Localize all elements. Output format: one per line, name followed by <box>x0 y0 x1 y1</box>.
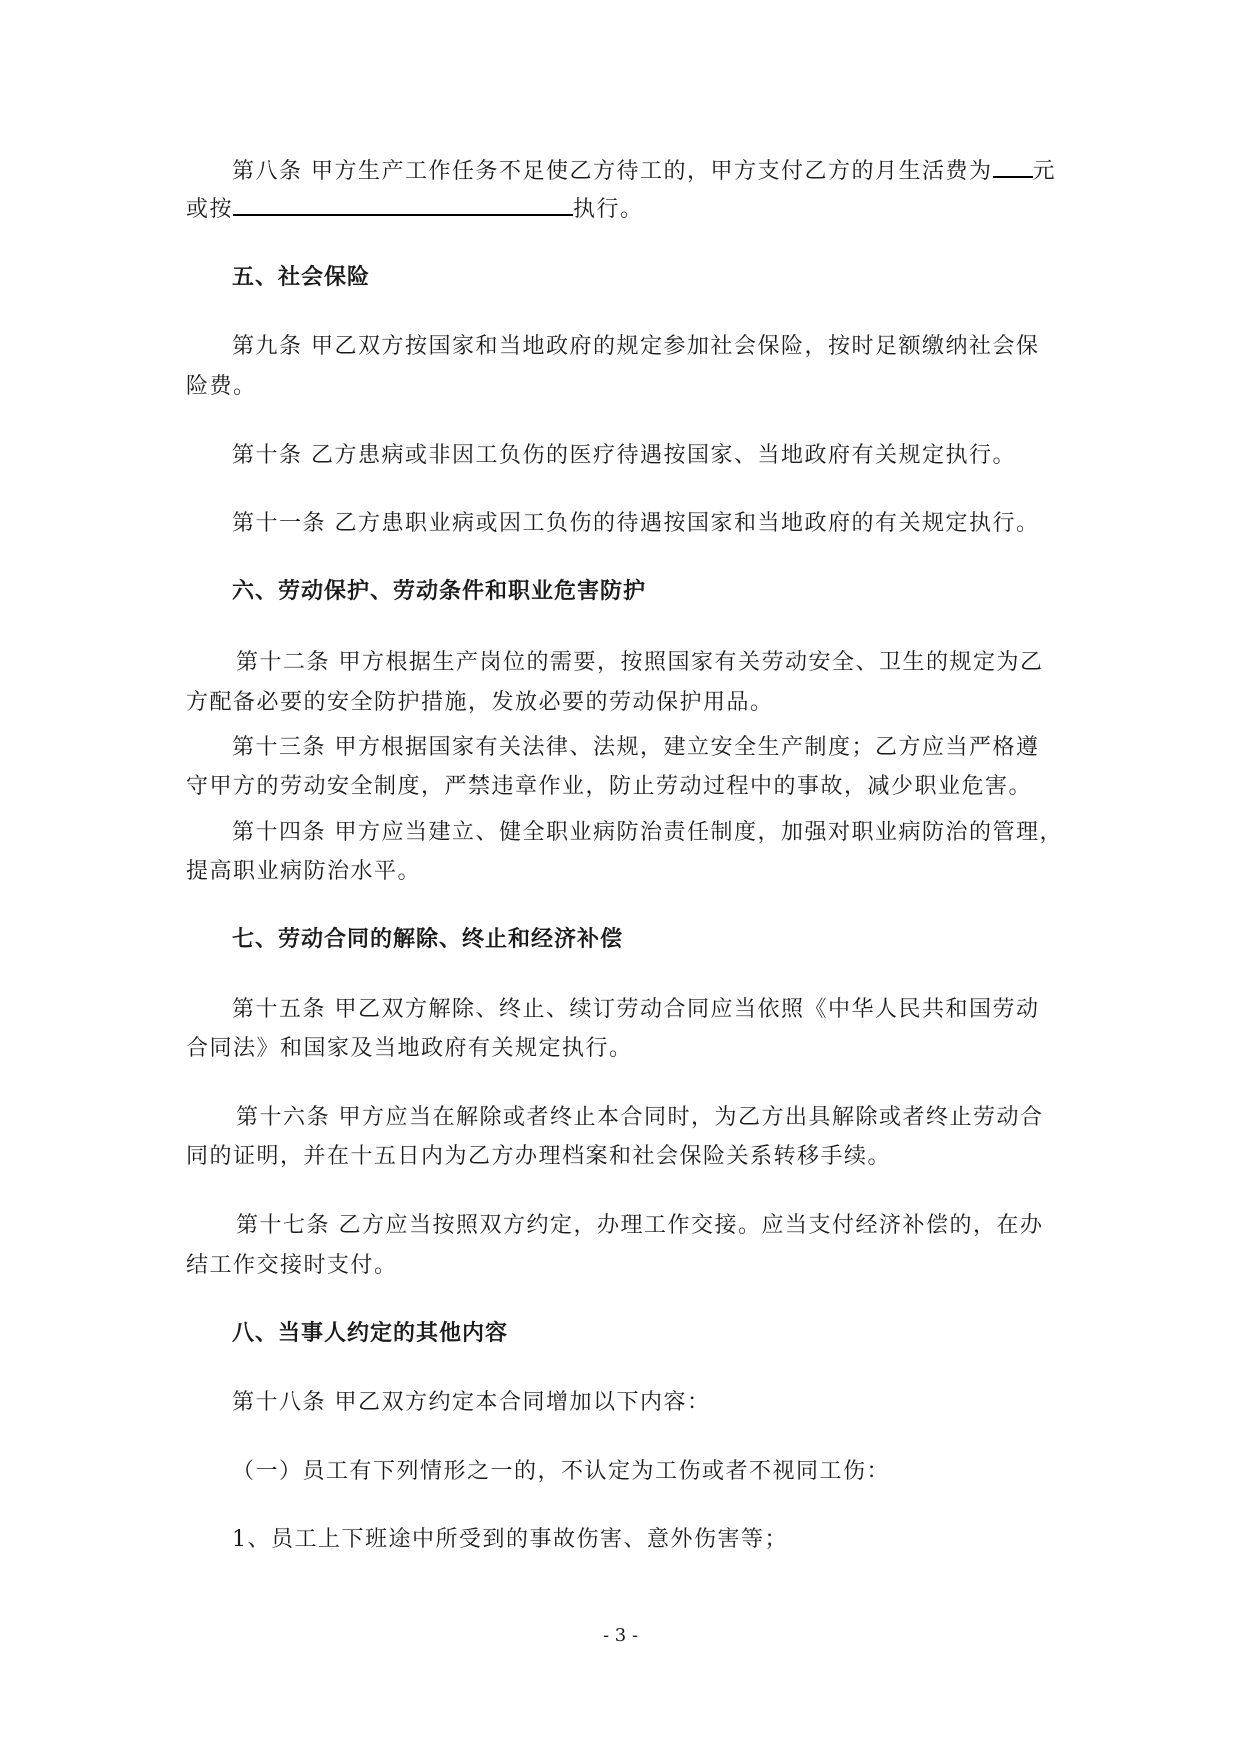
amount-blank <box>993 156 1033 178</box>
article-9-line-1: 第九条 甲乙双方按国家和当地政府的规定参加社会保险，按时足额缴纳社会保 <box>232 334 1040 359</box>
article-12-line-1: 第十二条 甲方根据生产岗位的需要，按照国家有关劳动安全、卫生的规定为乙 <box>236 650 1044 675</box>
article-14-line-2: 提高职业病防治水平。 <box>186 859 422 884</box>
article-18-line-1: 第十八条 甲乙双方约定本合同增加以下内容： <box>232 1390 711 1415</box>
article-15-line-2: 合同法》和国家及当地政府有关规定执行。 <box>186 1036 633 1061</box>
section-7-heading: 七、劳动合同的解除、终止和经济补偿 <box>232 927 624 952</box>
article-12-line-2: 方配备必要的安全防护措施，发放必要的劳动保护用品。 <box>186 690 774 715</box>
item-1-1-line: 1、员工上下班途中所受到的事故伤害、意外伤害等； <box>232 1527 788 1552</box>
article-8-text-1: 第八条 甲方生产工作任务不足使乙方待工的，甲方支付乙方的月生活费为 <box>232 159 993 184</box>
article-8-line-1 <box>232 156 1056 187</box>
page-number: - 3 - <box>602 1625 639 1646</box>
article-16-line-2: 同的证明，并在十五日内为乙方办理档案和社会保险关系转移手续。 <box>186 1144 892 1169</box>
section-6-heading: 六、劳动保护、劳动条件和职业危害防护 <box>232 579 647 604</box>
section-5-heading: 五、社会保险 <box>232 265 371 290</box>
article-13-line-2: 守甲方的劳动安全制度，严禁违章作业，防止劳动过程中的事故，减少职业危害。 <box>186 774 1033 799</box>
article-13-line-1: 第十三条 甲方根据国家有关法律、法规，建立安全生产制度；乙方应当严格遵 <box>232 735 1040 760</box>
article-14-line-1: 第十四条 甲方应当建立、健全职业病防治责任制度，加强对职业病防治的管理， <box>232 820 1063 845</box>
article-17-line-2: 结工作交接时支付。 <box>186 1253 398 1278</box>
article-17-line-1: 第十七条 乙方应当按照双方约定，办理工作交接。应当支付经济补偿的，在办 <box>236 1213 1044 1238</box>
article-15-line-1: 第十五条 甲乙双方解除、终止、续订劳动合同应当依照《中华人民共和国劳动 <box>232 997 1040 1022</box>
article-16-line-1: 第十六条 甲方应当在解除或者终止本合同时，为乙方出具解除或者终止劳动合 <box>236 1105 1044 1130</box>
article-8-line-2 <box>186 194 644 225</box>
section-8-heading: 八、当事人约定的其他内容 <box>232 1321 509 1346</box>
article-8-text-2: 或按 <box>186 197 234 222</box>
method-blank <box>233 194 573 216</box>
article-9-line-2: 险费。 <box>186 374 257 399</box>
article-8-unit: 元 <box>1032 159 1057 184</box>
article-11-line-1: 第十一条 乙方患职业病或因工负伤的待遇按国家和当地政府的有关规定执行。 <box>232 511 1040 536</box>
item-1-line: （一）员工有下列情形之一的，不认定为工伤或者不视同工伤： <box>232 1459 891 1484</box>
article-8-text-3: 执行。 <box>573 197 644 222</box>
article-10-line-1: 第十条 乙方患病或非因工负伤的医疗待遇按国家、当地政府有关规定执行。 <box>232 443 1016 468</box>
